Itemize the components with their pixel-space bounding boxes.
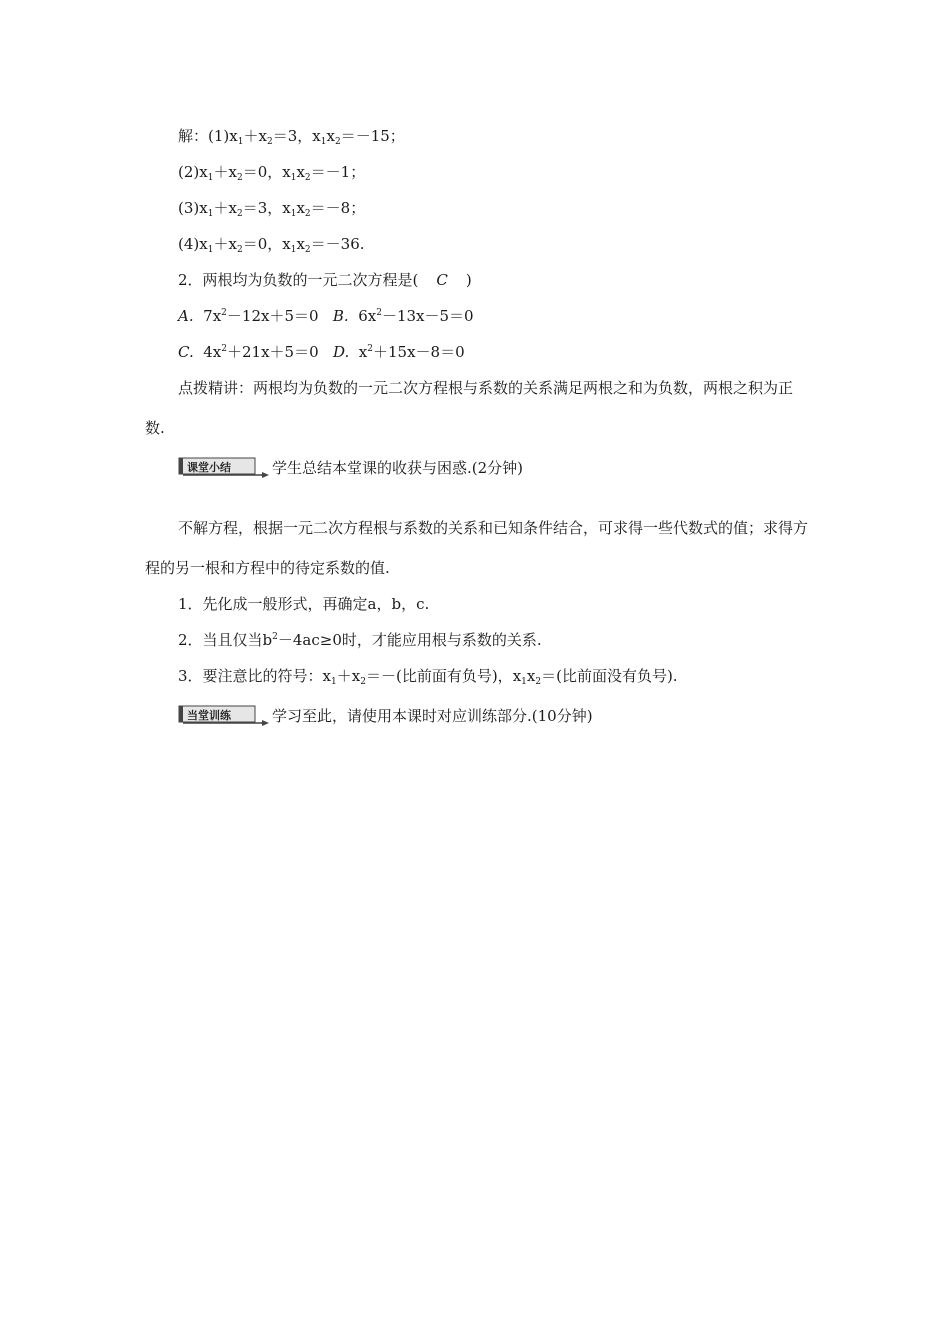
solution-line-2: $(2)x_1+x_2=0$，$x_1x_2=-1$；: [178, 163, 366, 183]
question-2-stem: 2．两根均为负数的一元二次方程是( C ): [178, 271, 472, 289]
solution-line-3: $(3)x_1+x_2=3$，$x_1x_2=-8$；: [178, 199, 366, 219]
training-text: 学习至此，请使用本课时对应训练部分.(10分钟): [272, 707, 593, 725]
summary-text: 学生总结本堂课的收获与困惑.(2分钟): [272, 459, 524, 477]
summary-item-1: 1．先化成一般形式，再确定a，b，c.: [178, 595, 430, 613]
solution-prefix: 解：: [178, 127, 209, 145]
solution-line-1: 解：$(1)x_1+x_2=3$，$x_1x_2=-15$；: [178, 127, 405, 147]
training-badge: [178, 704, 270, 726]
tip-paragraph: 点拨精讲：两根均为负数的一元二次方程根与系数的关系满足两根之和为负数，两根之积为正数.: [145, 379, 794, 437]
question-2-options-cd: C. $4x^2+21x+5=0$ D. $x^2+15x-8=0$: [178, 343, 465, 361]
svg-text:当堂训练: 当堂训练: [187, 709, 231, 722]
summary-line: [178, 458, 523, 480]
summary-paragraph: 不解方程，根据一元二次方程根与系数的关系和已知条件结合，可求得一些代数式的值；求得方程的另一根和方程中的待定系数的值.: [145, 519, 809, 577]
summary-item-2: 2．当且仅当$b^2-4ac\ge 0$时，才能应用根与系数的关系.: [178, 631, 542, 649]
summary-badge: [178, 456, 270, 478]
svg-text:课堂小结: 课堂小结: [187, 461, 231, 474]
question-2-options-ab: A. $7x^2-12x+5=0$ B. $6x^2-13x-5=0$: [178, 307, 474, 325]
solution-line-4: $(4)x_1+x_2=0$，$x_1x_2=-36$.: [178, 235, 365, 255]
summary-item-3: 3．要注意比的符号：$x_1+x_2=-$(比前面有负号)，$x_1x_2=$(比前面没有负号).: [178, 667, 678, 687]
training-line: [178, 706, 593, 728]
question-2-answer: C: [436, 271, 448, 289]
